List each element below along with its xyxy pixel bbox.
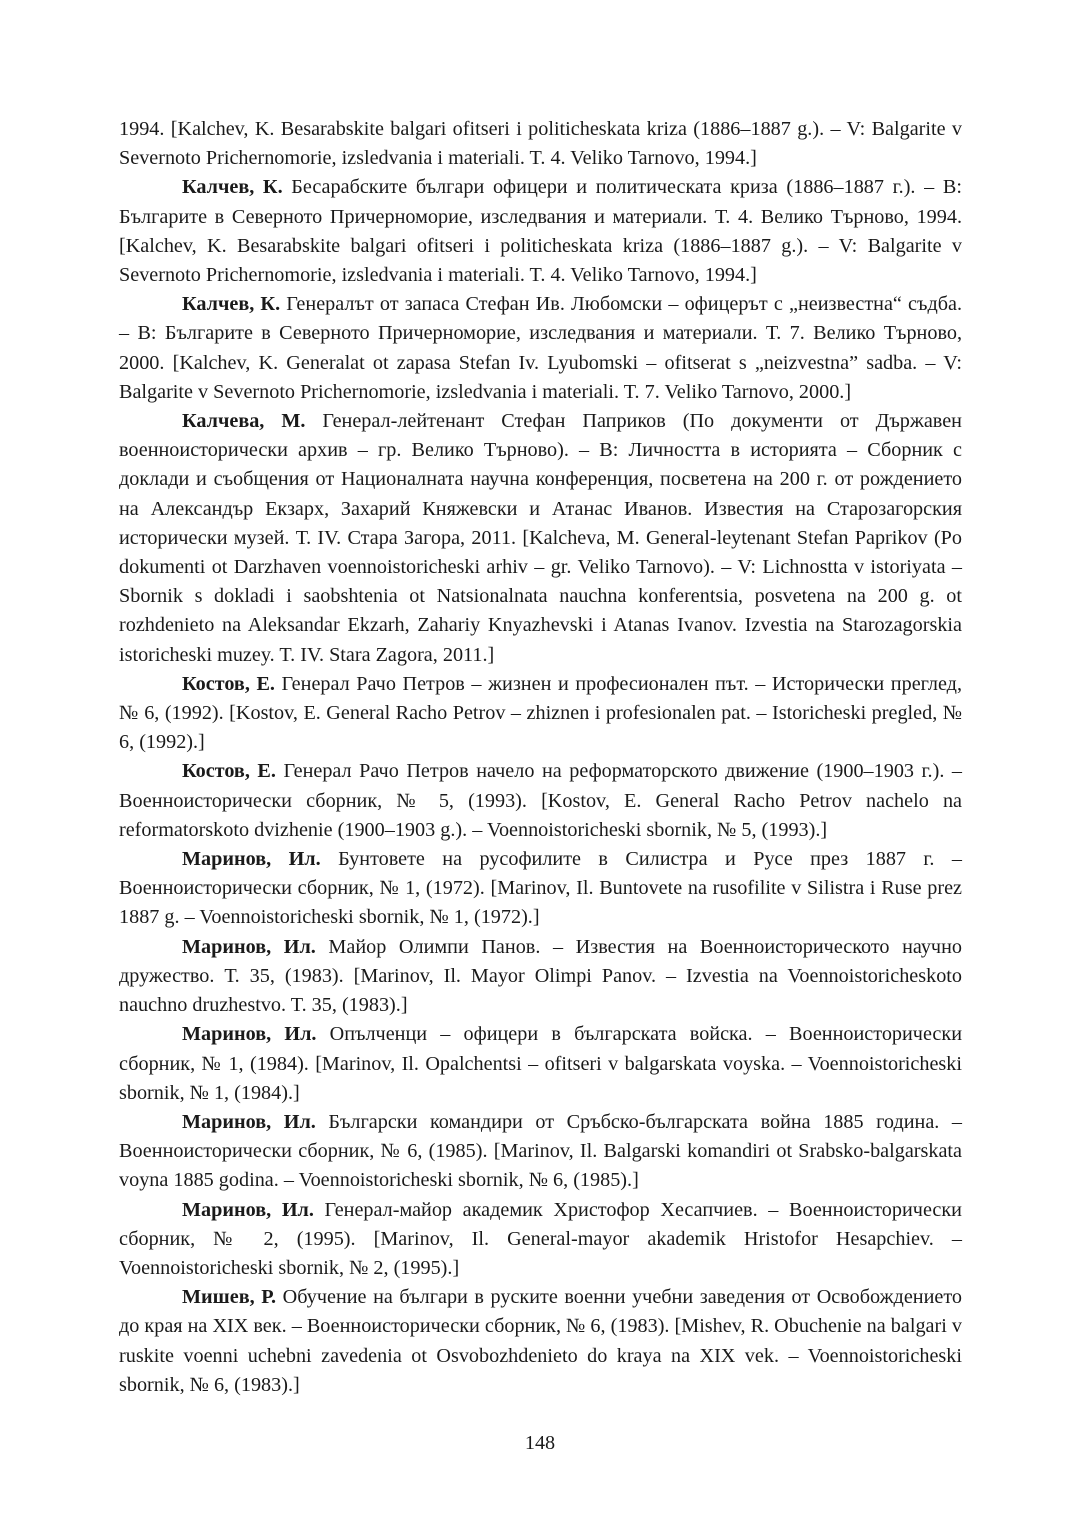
bibliography-entry [119,757,962,845]
entry-text: Български командири от Сръбско-българската война 1885 година. – Военноисторически сборник, № 6, (1985). [Marinov, Il. Balgarski komandiri ot Srabsko-balgarskata voyna 1885 godina. – Voennoistoricheski sbornik, № 6, (1985).] [119,1110,962,1192]
bibliography-page [119,115,962,1400]
page-number: 148 [524,1432,556,1454]
bibliography-entry [119,407,962,670]
bibliography-entry [119,1196,962,1284]
entry-author: Мишев, Р. [182,1286,277,1309]
entry-author: Калчев, К. [182,293,281,316]
entry-text: Майор Олимпи Панов. – Известия на Военноисторическото научно дружество. Т. 35, (1983). [Marinov, Il. Mayor Olimpi Panov. – Izvestia na Voennoistoricheskoto nauchno druzhestvo. T. 35, (1983).] [119,935,962,1017]
entry-text: Генерал-лейтенант Стефан Паприков (По документи от Държавен военноисторически архив – гр. Велико Търново). – В: Личността в историята – Сборник с доклади и съобщения от Националната научна конференция, посветена на 200 г. от рождението на Александър Екзарх, Захарий Княжевски и Атанас Иванов. Известия на Старозагорския исторически музей. Т. IV. Стара Загора, 2011. [Kalcheva, M. General-leytenant Stefan Paprikov (Po dokumenti ot Darzhaven voennoistoricheski arhiv – gr. Veliko Tarnovo). – V: Lichnostta v istoriyata – Sbornik s dokladi i saobshtenia ot Natsionalnata nauchna konferentsia, posvetena na 200 g. ot rozhdenieto na Aleksandar Ekzarh, Zahariy Knyazhevski i Atanas Ivanov. Izvestia na Starozagorskia istoricheski muzey. T. IV. Stara Zagora, 2011.] [119,410,962,666]
entry-author: Маринов, Ил. [182,1023,317,1046]
entry-author: Костов, Е. [182,760,276,783]
bibliography-entry [119,115,962,173]
bibliography-entry [119,1108,962,1196]
bibliography-entry [119,173,962,290]
entry-author: Калчева, М. [182,410,306,433]
entry-author: Маринов, Ил. [182,1110,316,1133]
entry-author: Костов, Е. [182,672,275,695]
entry-author: Калчев, К. [182,176,283,199]
entry-text: Опълченци – офицери в българската войска. – Военноисторически сборник, № 1, (1984). [Marinov, Il. Opalchentsi – ofitseri v balgarskata voyska. – Voennoistoricheski sbornik, № 1, (1984).] [119,1023,962,1104]
bibliography-entry [119,933,962,1021]
entry-author: Маринов, Ил. [182,1198,314,1221]
entry-text: Генералът от запаса Стефан Ив. Любомски – офицерът с „неизвестна“ съдба. – В: Българите в Северното Причерноморие, изследвания и материали. Т. 7. Велико Търново, 2000. [Kalchev, K. Generalat ot zapasa Stefan Iv. Lyubomski – ofitserat s „neizvestna” sadba. – V: Balgarite v Severnoto Prichernomorie, izsledvania i materiali. T. 7. Veliko Tarnovo, 2000.] [119,293,962,403]
entry-author: Маринов, Ил. [182,935,316,958]
entry-text: Бунтовете на русофилите в Силистра и Русе през 1887 г. – Военноисторически сборник, № 1, (1972). [Marinov, Il. Buntovete na rusofilite v Silistra i Ruse prez 1887 g. – Voennoistoricheski sbornik, № 1, (1972).] [119,848,962,929]
bibliography-entry [119,845,962,933]
bibliography-entry [119,1020,962,1108]
entry-text: Генерал Рачо Петров начело на реформаторското движение (1900–1903 г.). – Военноисторически сборник, № 5, (1993). [Kostov, E. General Racho Petrov nachelo na reformatorskoto dvizhenie (1900–1903 g.). – Voennoistoricheski sbornik, № 5, (1993).] [119,760,962,841]
bibliography-entry [119,670,962,758]
entry-text: Генерал-майор академик Христофор Хесапчиев. – Военноисторически сборник, № 2, (1995). [Marinov, Il. General-mayor akademik Hristofor Hesapchiev. – Voennoistoricheski sbornik, № 2, (1995).] [119,1198,962,1279]
bibliography-entry [119,290,962,407]
entry-text: Обучение на българи в руските военни учебни заведения от Освобождението до края на XIX век. – Военноисторически сборник, № 6, (1983). [Mishev, R. Obuchenie na balgari v ruskite voenni uchebni zavedenia ot Osvobozhdenieto do kraya na XIX vek. – Voennoistoricheski sbornik, № 6, (1983).] [119,1286,962,1396]
bibliography-entry [119,1283,962,1400]
entry-text: Бесарабските българи офицери и политическата криза (1886–1887 г.). – В: Българите в Северното Причерноморие, изследвания и материали. Т. 4. Велико Търново, 1994. [Kalchev, K. Besarabskite balgari ofitseri i politicheskata kriza (1886–1887 g.). – V: Balgarite v Severnoto Prichernomorie, izsledvania i materiali. T. 4. Veliko Tarnovo, 1994.] [119,176,962,287]
entry-text: Генерал Рачо Петров – жизнен и професионален път. – Исторически преглед, № 6, (1992). [Kostov, E. General Racho Petrov – zhiznen i profesionalen pat. – Istoricheski pregled, № 6, (1992).] [119,672,962,754]
entry-author: Маринов, Ил. [182,848,321,871]
entry-text: 1994. [Kalchev, K. Besarabskite balgari ofitseri i politicheskata kriza (1886–1887 g.). – V: Balgarite v Severnoto Prichernomorie, izsledvania i materiali. T. 4. Veliko Tarnovo, 1994.] [119,118,962,170]
